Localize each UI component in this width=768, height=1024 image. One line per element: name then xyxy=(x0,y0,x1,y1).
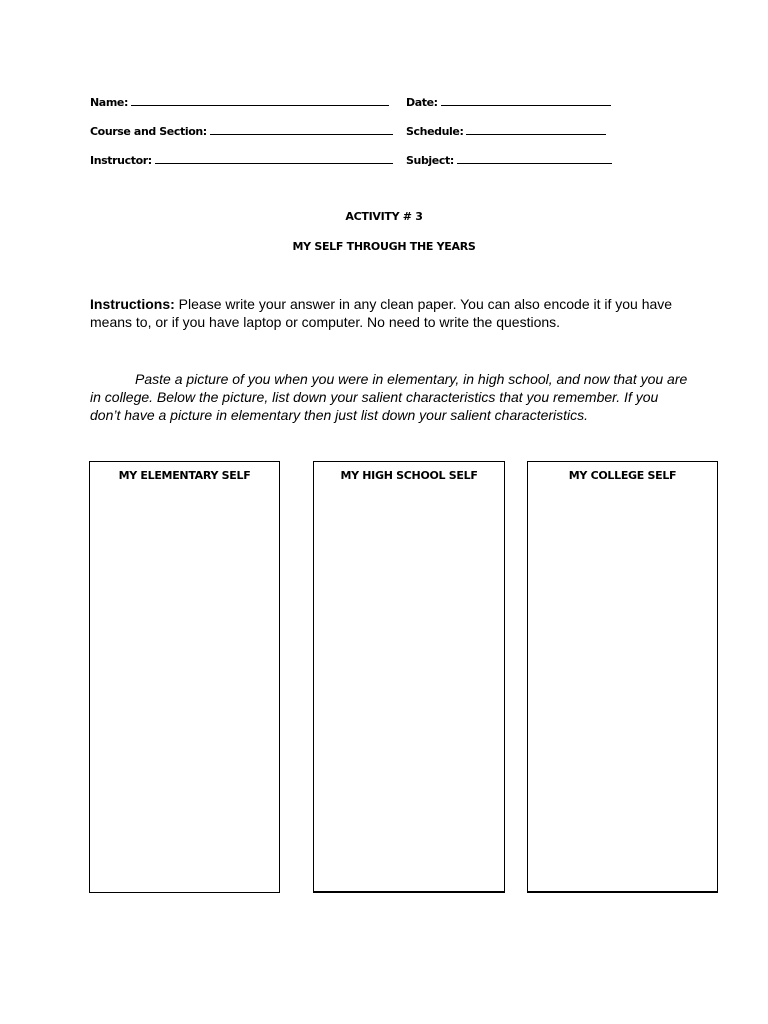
name-field xyxy=(90,94,389,110)
name-blank[interactable] xyxy=(131,94,389,106)
prompt-paragraph: Paste a picture of you when you were in elementary, in high school, and now that you are in college. Below the picture, list down your salient characteristics that you remember. If you don’t have a picture in elementary then just list down your salient characteristics. xyxy=(90,371,688,423)
elementary-self-box[interactable] xyxy=(89,461,280,893)
schedule-field xyxy=(406,123,606,139)
subject-field xyxy=(406,152,612,168)
subject-blank[interactable] xyxy=(457,152,612,164)
course-blank[interactable] xyxy=(210,123,393,135)
high-school-self-title: MY HIGH SCHOOL SELF xyxy=(340,469,478,482)
name-label: Name: xyxy=(90,96,128,109)
course-field xyxy=(90,123,393,139)
date-label: Date: xyxy=(406,96,438,109)
college-self-title: MY COLLEGE SELF xyxy=(568,469,677,482)
schedule-label: Schedule: xyxy=(406,125,464,138)
college-self-box[interactable] xyxy=(527,461,718,893)
activity-title: MY SELF THROUGH THE YEARS xyxy=(292,240,476,253)
instructions-paragraph xyxy=(90,295,690,331)
instructions-text: Please write your answer in any clean paper. You can also encode it if you have means to, or if you have laptop or computer. No need to write the questions. xyxy=(90,296,673,330)
schedule-blank[interactable] xyxy=(466,123,606,135)
instructions-label: Instructions: xyxy=(90,296,175,312)
date-field xyxy=(406,94,611,110)
activity-number: ACTIVITY # 3 xyxy=(345,210,423,223)
elementary-self-title: MY ELEMENTARY SELF xyxy=(118,469,251,482)
instructor-blank[interactable] xyxy=(155,152,393,164)
course-label: Course and Section: xyxy=(90,125,207,138)
date-blank[interactable] xyxy=(441,94,611,106)
high-school-self-box[interactable] xyxy=(313,461,505,893)
subject-label: Subject: xyxy=(406,154,454,167)
instructor-field xyxy=(90,152,393,168)
instructor-label: Instructor: xyxy=(90,154,152,167)
